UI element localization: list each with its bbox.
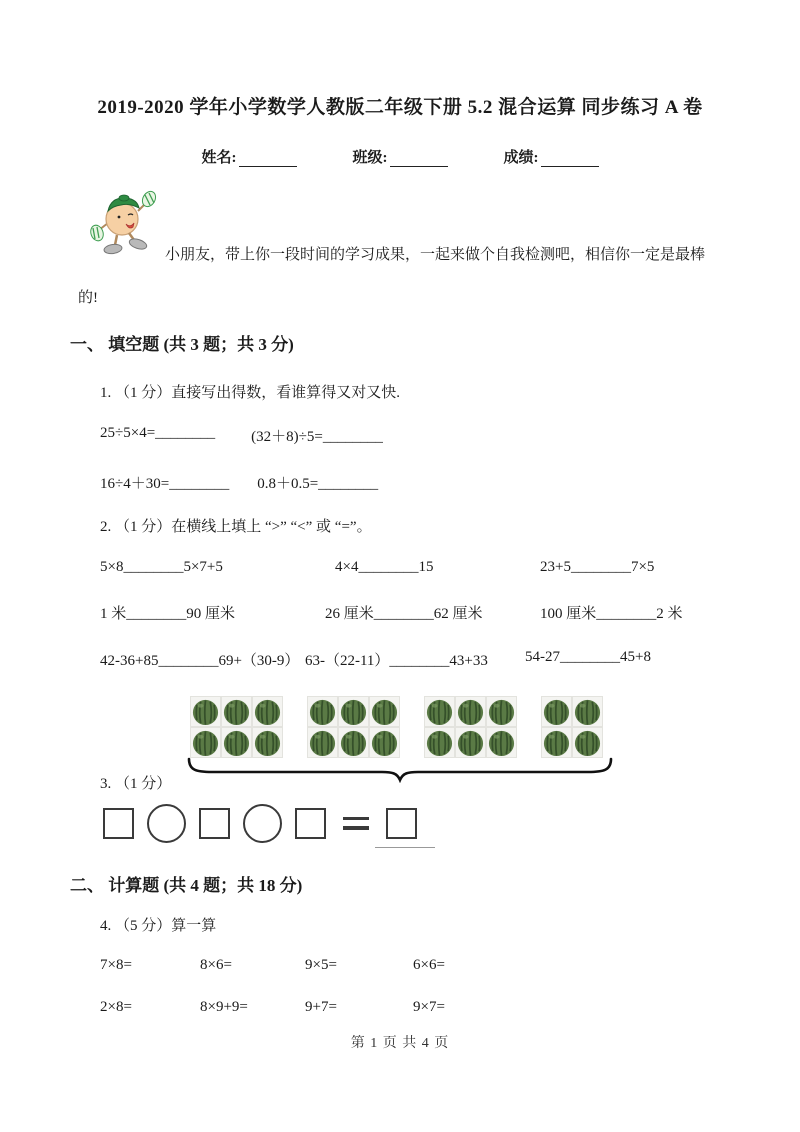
class-blank [390,151,448,167]
circle-shape [243,804,282,843]
comparison-blank: 42-36+85________69+（30-9） [100,653,300,669]
equation: 9×5= [305,957,337,973]
comparison-blank: 54-27________45+8 [525,649,651,665]
comparison-blank: 63-（22-11）________43+33 [305,653,488,669]
equation-blank: 0.8＋0.5=________ [257,476,379,492]
watermelon-icon [190,696,221,727]
comparison-blank: 1 米________90 厘米 [100,606,236,622]
watermelon-icon [572,727,603,758]
watermelon-icon [486,696,517,727]
intro-text-line1: 小朋友，带上你一段时间的学习成果，一起来做个自我检测吧，相信你一定是最棒 [165,247,706,263]
circle-shape [147,804,186,843]
name-field [202,146,297,167]
watermelon-icon [541,696,572,727]
equation: 2×8= [100,999,132,1015]
watermelon-icon [486,727,517,758]
comparison-row [100,649,740,670]
equation: 7×8= [100,957,132,973]
watermelon-icon [541,727,572,758]
watermelon-icon [252,696,283,727]
watermelon-icon [424,696,455,727]
equation-blank: 16÷4＋30=________ [100,476,230,492]
equation: 9×7= [413,999,445,1015]
student-fields [0,146,800,167]
score-blank [541,151,599,167]
watermelon-icon [572,696,603,727]
watermelon-icon [338,696,369,727]
watermelon-icon [221,727,252,758]
horizontal-curly-brace [186,757,614,783]
equation: 8×6= [200,957,232,973]
waving-kid-cartoon-icon [86,183,164,259]
equation: 6×6= [413,957,445,973]
section2-heading: 二、 计算题 (共 4 题；共 18 分) [70,876,303,895]
square-shape [295,808,326,839]
shape-equation [103,801,417,845]
name-blank [239,151,297,167]
comparison-blank: 5×8________5×7+5 [100,559,223,575]
score-field [504,146,599,167]
question1-row1 [100,425,383,446]
square-shape [386,808,417,839]
watermelon-group [541,696,603,758]
watermelon-icon [455,696,486,727]
watermelon-group [424,696,517,758]
square-shape [199,808,230,839]
watermelon-icon [221,696,252,727]
question1-row2 [100,472,378,493]
answer-underline [375,847,435,848]
page-footer: 第 1 页 共 4 页 [350,1036,450,1051]
watermelon-group [307,696,400,758]
watermelon-icon [252,727,283,758]
question2-label: 2. （1 分）在横线上填上 “>” “<” 或 “=”。 [100,519,372,535]
name-label: 姓名: [201,150,237,166]
watermelon-group [190,696,283,758]
watermelon-icon [190,727,221,758]
calculation-row [100,957,740,974]
question4-label: 4. （5 分）算一算 [100,918,217,934]
equation-blank: (32＋8)÷5=________ [251,429,383,445]
class-label: 班级: [352,150,388,166]
comparison-row [100,559,740,576]
watermelon-icon [307,727,338,758]
question1-label: 1. （1 分）直接写出得数，看谁算得又对又快. [100,385,401,401]
section1-heading: 一、 填空题 (共 3 题；共 3 分) [70,335,294,354]
watermelon-icon [424,727,455,758]
watermelon-icon [338,727,369,758]
comparison-blank: 100 厘米________2 米 [540,606,683,622]
watermelon-icon [455,727,486,758]
watermelon-icon [369,727,400,758]
equals-sign [343,817,369,830]
intro-text-line2: 的! [78,290,98,306]
page-title: 2019-2020 学年小学数学人教版二年级下册 5.2 混合运算 同步练习 A 卷 [97,97,703,118]
question3-label: 3. （1 分） [100,776,172,792]
equation: 9+7= [305,999,337,1015]
watermelon-figure [190,696,614,760]
question4-rows [100,957,740,1016]
square-shape [103,808,134,839]
comparison-row [100,602,740,623]
comparison-blank: 23+5________7×5 [540,559,655,575]
comparison-blank: 26 厘米________62 厘米 [325,606,483,622]
watermelon-icon [307,696,338,727]
score-label: 成绩: [503,150,539,166]
comparison-blank: 4×4________15 [335,559,434,575]
class-field [353,146,448,167]
question2-rows [100,559,740,670]
equation-blank: 25÷5×4=________ [100,425,216,441]
calculation-row [100,999,740,1016]
equation: 8×9+9= [200,999,248,1015]
watermelon-icon [369,696,400,727]
